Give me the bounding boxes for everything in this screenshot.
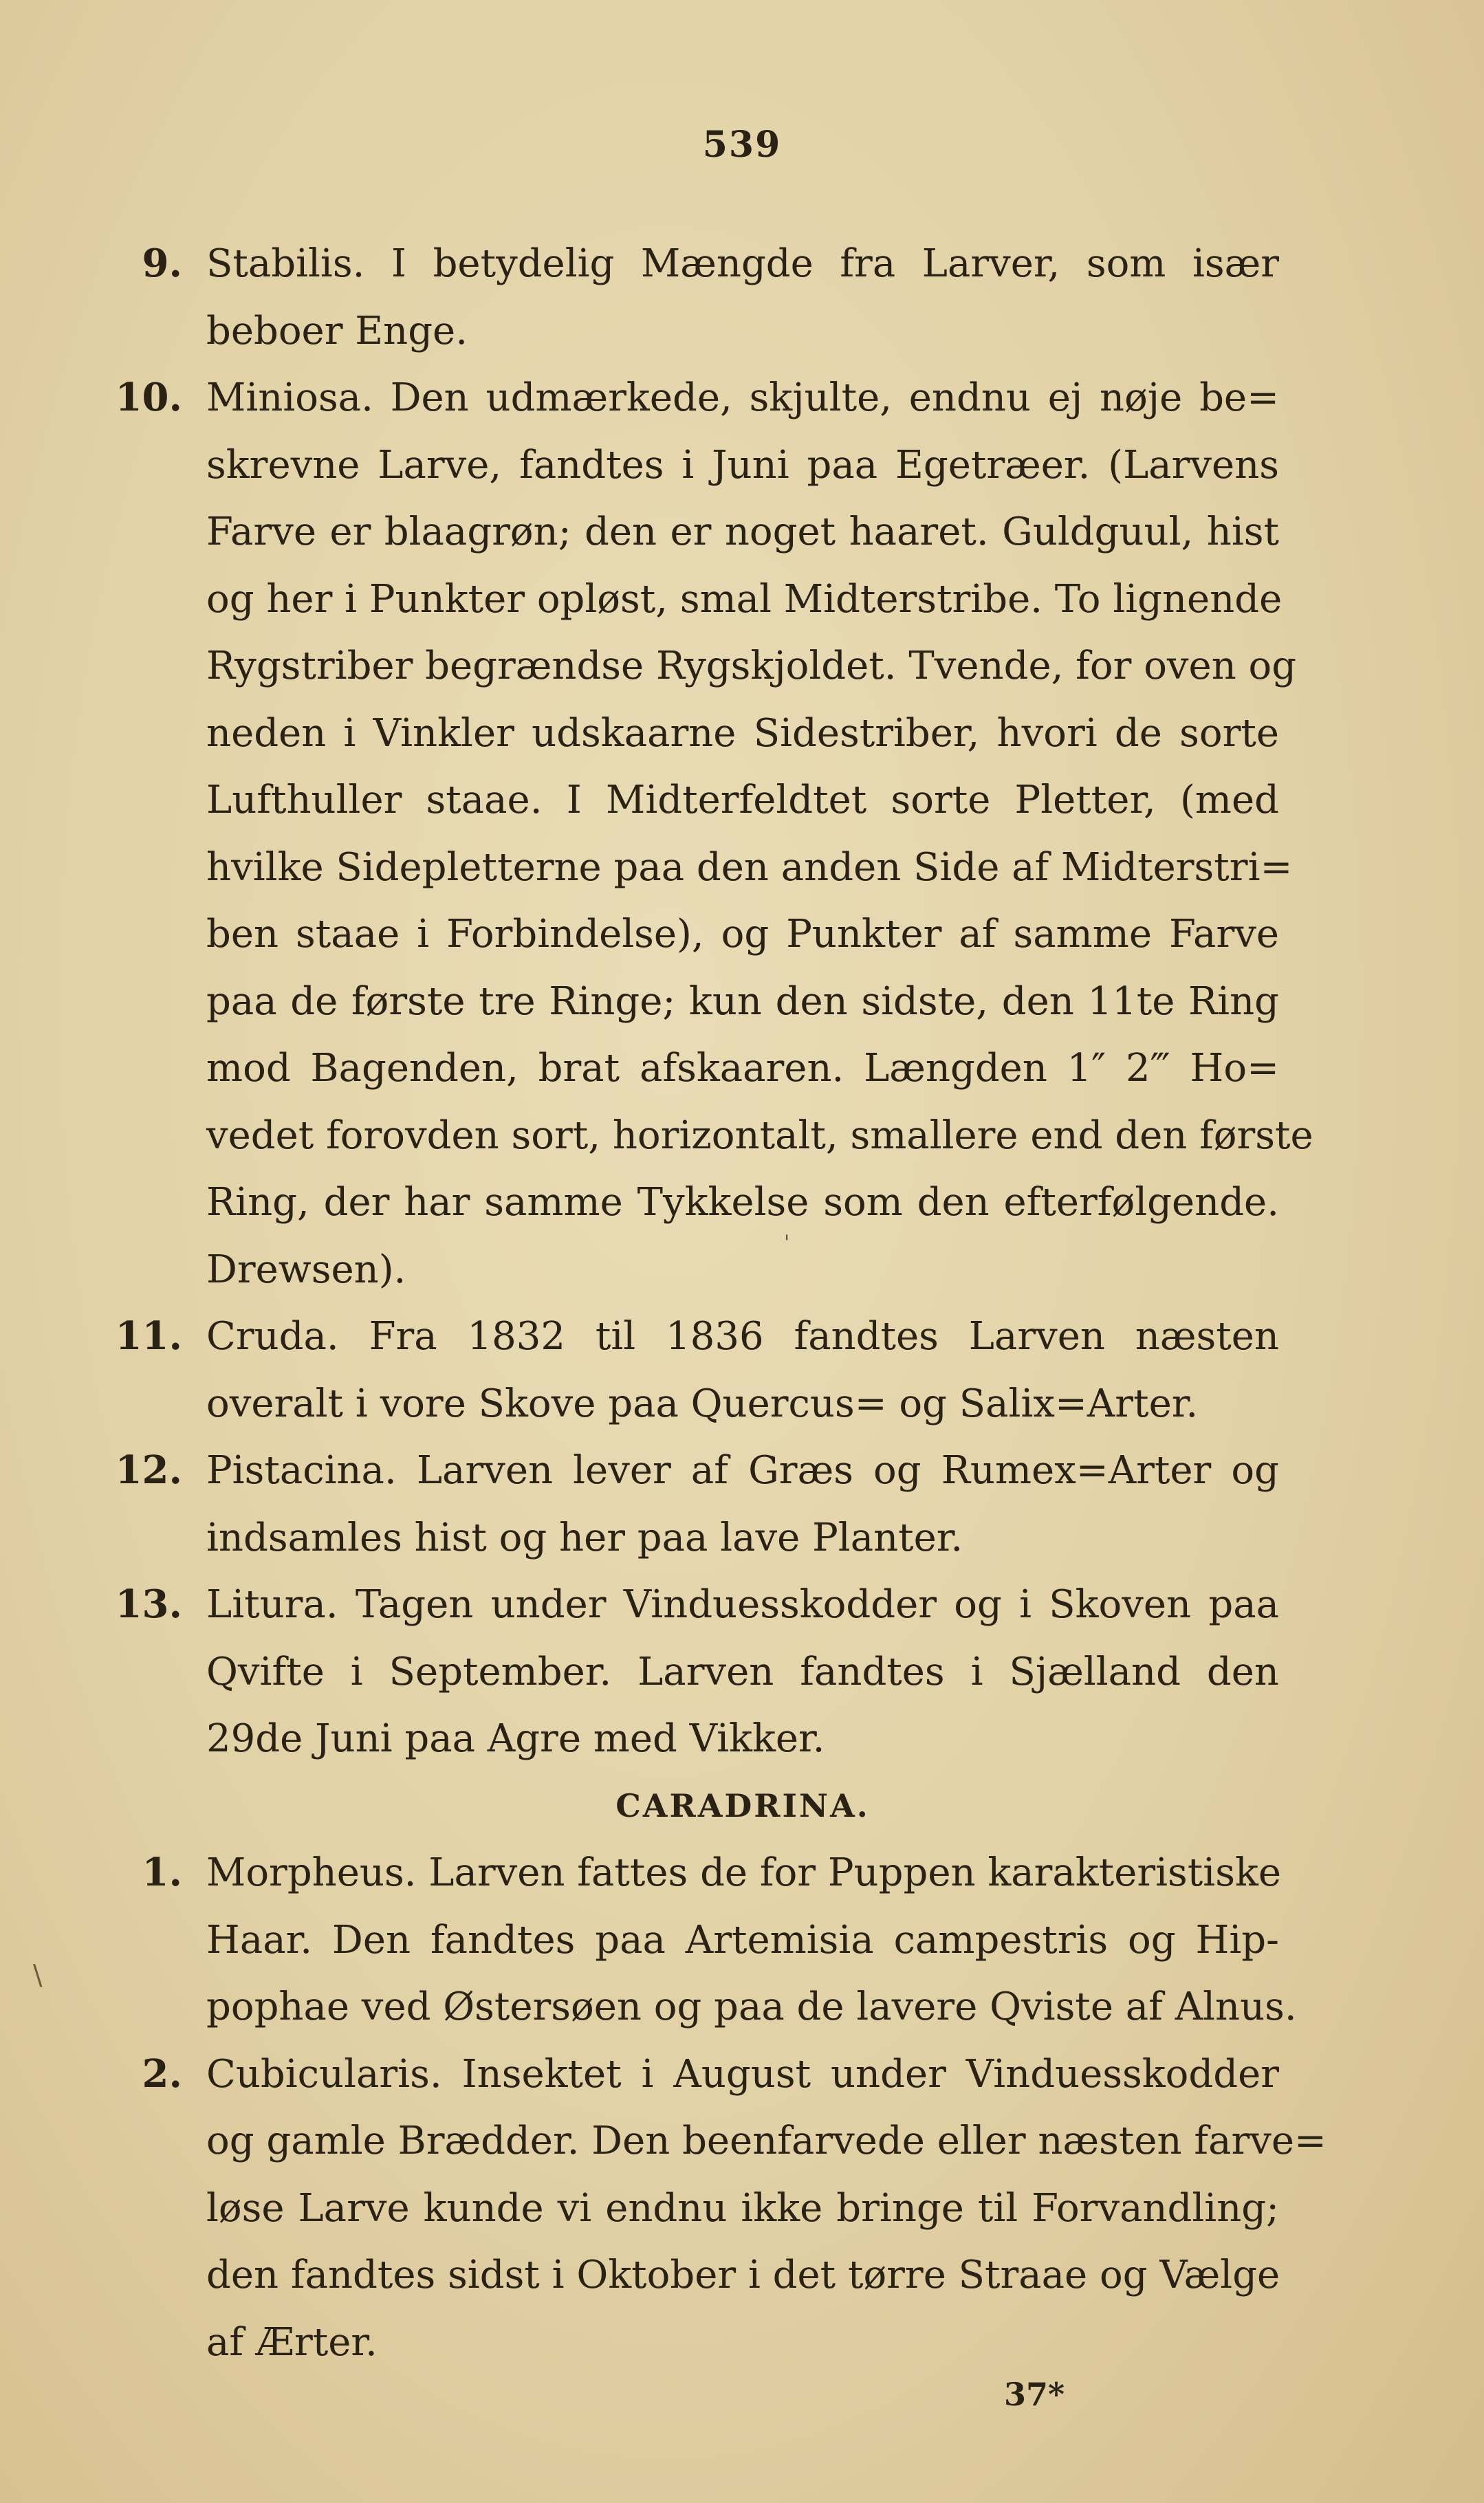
- entry-number: 10.: [115, 375, 182, 420]
- entry-number: 9.: [142, 241, 182, 286]
- text-line: Drewsen).: [206, 1247, 406, 1292]
- entry-number: 1.: [142, 1850, 182, 1895]
- text-line: af Ærter.: [206, 2319, 378, 2365]
- text-line: pophae ved Østersøen og paa de lavere Qviste af Alnus.: [206, 1985, 1297, 2029]
- text-line: indsamles hist og her paa lave Planter.: [206, 1515, 963, 1560]
- text-line: hvilke Sidepletterne paa den anden Side af Midterstri=: [206, 844, 1293, 890]
- text-line: Litura. Tagen under Vinduesskodder og i Skoven paa: [206, 1582, 1279, 1627]
- text-line: Pistacina. Larven lever af Græs og Rumex=Arter og: [206, 1448, 1279, 1493]
- species-entry: [115, 1437, 1279, 1571]
- entry-number: 2.: [142, 2051, 182, 2097]
- species-entry: [115, 1571, 1279, 1773]
- text-line: Cruda. Fra 1832 til 1836 fandtes Larven næsten: [206, 1314, 1279, 1359]
- entry-number: 11.: [115, 1313, 182, 1359]
- species-entry: [115, 1303, 1279, 1437]
- text-line: Cubicularis. Insektet i August under Vinduesskodder: [206, 2051, 1279, 2097]
- text-line: Qvifte i September. Larven fandtes i Sjælland den: [206, 1649, 1279, 1694]
- text-line: Stabilis. I betydelig Mængde fra Larver, som især: [206, 241, 1279, 286]
- paper-blemish: \: [33, 1960, 43, 1991]
- text-line: mod Bagenden, brat afskaaren. Længden 1″ 2‴ Ho=: [206, 1046, 1279, 1091]
- text-line: skrevne Larve, fandtes i Juni paa Egetræer. (Larvens: [206, 442, 1279, 488]
- paper-blemish: ': [784, 1231, 790, 1255]
- text-line: Miniosa. Den udmærkede, skjulte, endnu ej nøje be=: [206, 375, 1279, 420]
- text-line: Farve er blaagrøn; den er noget haaret. Guldguul, hist: [206, 510, 1279, 554]
- text-line: paa de første tre Ringe; kun den sidste, den 11te Ring: [206, 979, 1279, 1024]
- text-line: beboer Enge.: [206, 308, 468, 353]
- text-line: Haar. Den fandtes paa Artemisia campestris og Hip-: [206, 1917, 1279, 1963]
- species-entry: [142, 2041, 1327, 2376]
- text-line: vedet forovden sort, horizontalt, smallere end den første: [206, 1113, 1313, 1158]
- text-line: Lufthuller staae. I Midterfeldtet sorte Pletter, (med: [206, 778, 1279, 822]
- page-text: [115, 230, 1327, 2376]
- entry-number: 12.: [115, 1447, 182, 1493]
- signature-mark: 37*: [1004, 2376, 1065, 2413]
- text-line: den fandtes sidst i Oktober i det tørre Straae og Vælge: [206, 2253, 1280, 2297]
- text-line: ben staae i Forbindelse), og Punkter af samme Farve: [206, 912, 1279, 957]
- text-line: og gamle Brædder. Den beenfarvede eller næsten farve=: [206, 2119, 1327, 2163]
- text-line: Ring, der har samme Tykkelse som den efterfølgende.: [206, 1180, 1279, 1225]
- text-line: Morpheus. Larven fattes de for Puppen karakteristiske: [206, 1850, 1282, 1895]
- page-number: 539: [702, 124, 782, 166]
- text-line: og her i Punkter opløst, smal Midterstribe. To lignende: [206, 576, 1283, 622]
- text-line: overalt i vore Skove paa Quercus= og Salix=Arter.: [206, 1381, 1199, 1426]
- species-entry: [115, 364, 1313, 1303]
- text-line: løse Larve kunde vi endnu ikke bringe til Forvandling;: [206, 2185, 1279, 2231]
- text-line: 29de Juni paa Agre med Vikker.: [206, 1716, 825, 1761]
- text-line: neden i Vinkler udskaarne Sidestriber, hvori de sorte: [206, 710, 1279, 756]
- entry-number: 13.: [115, 1582, 182, 1627]
- text-line: Rygstriber begrændse Rygskjoldet. Tvende, for oven og: [206, 644, 1297, 688]
- section-heading: CARADRINA.: [615, 1786, 870, 1824]
- species-entry: [142, 1839, 1297, 2041]
- species-entry: [142, 230, 1279, 364]
